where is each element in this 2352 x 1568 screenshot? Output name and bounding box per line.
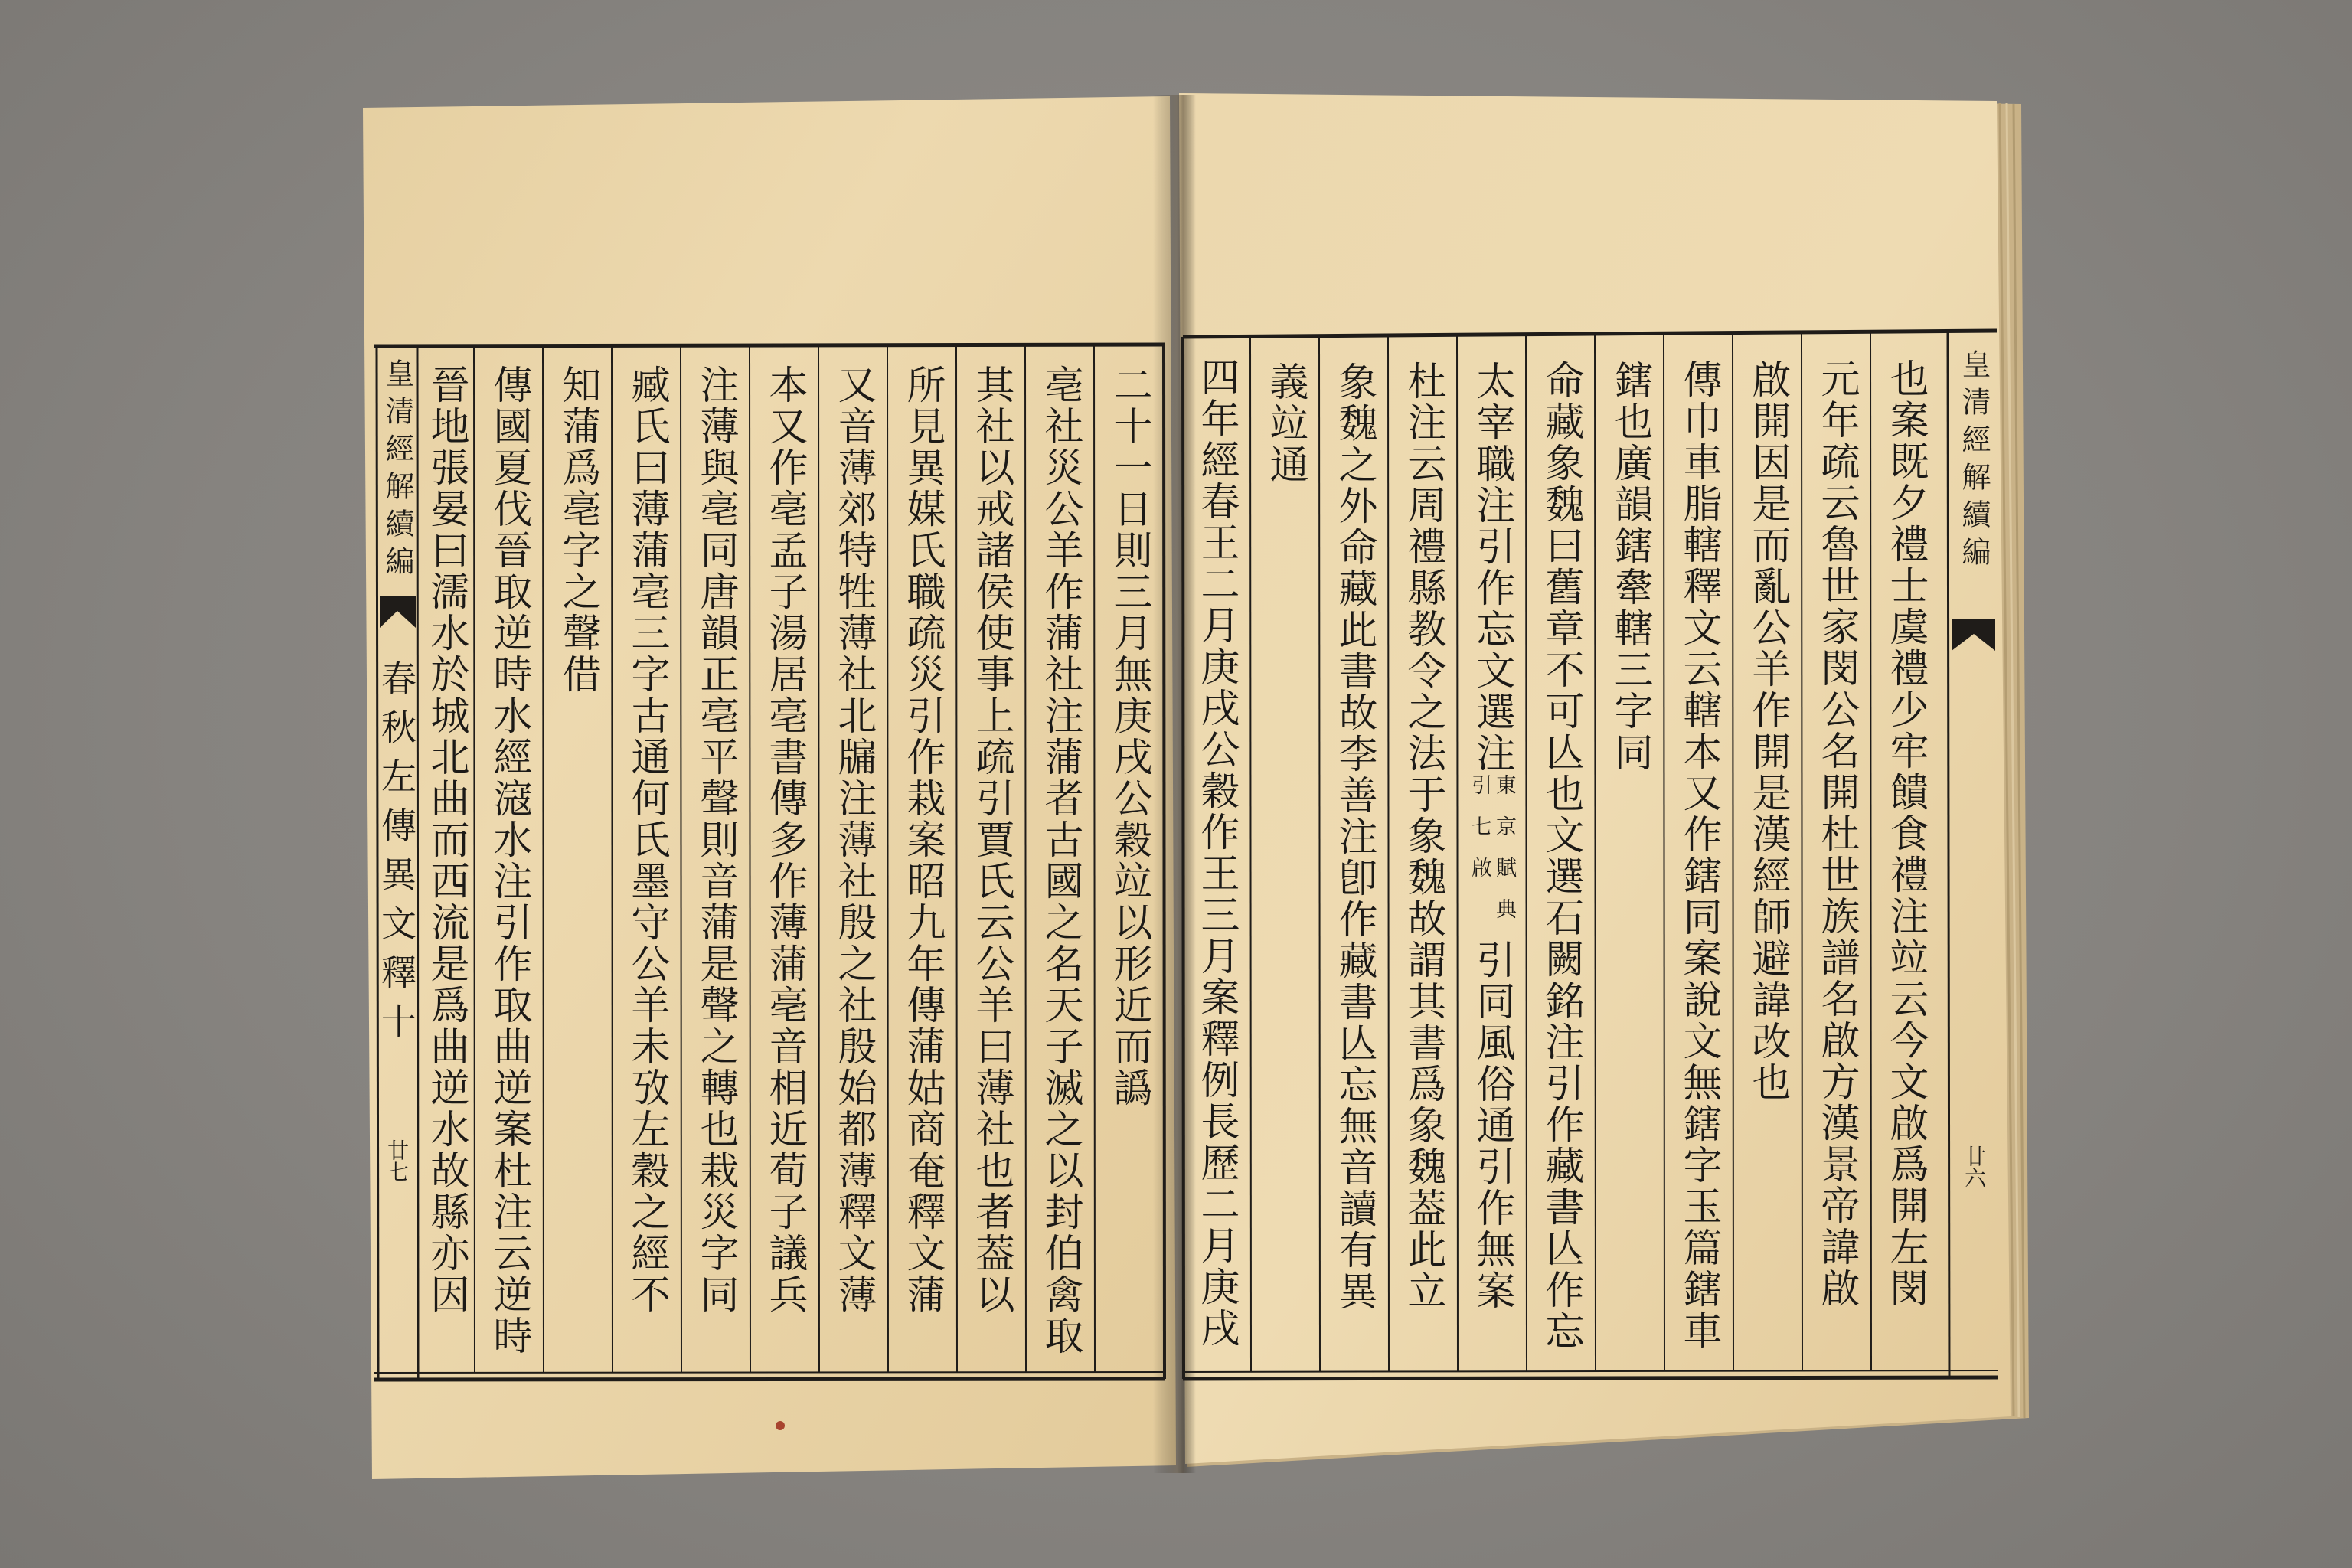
right-page-column-09: 象魏之外命藏此書故李善注卽作藏書亾忘無音讀有異 (1331, 361, 1377, 1312)
left-page-column-11: 晉地張晏曰濡水於城北曲而西流是爲曲逆水故縣亦因 (423, 364, 469, 1315)
left-fold-series-title: 皇清經解續編 (381, 358, 414, 583)
right-page-column-05: 鎋也廣韻鎋舝轄三字同 (1607, 360, 1652, 773)
right-page-column-11: 四年經春王二月庚戌公穀作王三月案釋例長歷二月庚戌 (1194, 357, 1239, 1349)
annotation-right-line: 東京賦典 (1492, 774, 1516, 939)
right-page-column-04: 傳巾車脂轄釋文云轄本又作鎋同案說文無鎋字玉篇鎋車 (1676, 359, 1721, 1351)
left-page-column-07: 注薄與亳同唐韻正亳平聲則音蒲是聲之轉也栽災字同 (693, 364, 738, 1315)
right-page-column-07 (1468, 361, 1514, 1312)
left-page-column-04: 所見異媒氏職疏災引作栽案昭九年傳蒲姑商奄釋文蒲 (900, 364, 945, 1315)
column-main-text: 太宰職注引作忘文選注 (1469, 361, 1514, 774)
right-page-column-03: 啟開因是而亂公羊作開是漢經師避諱改也 (1745, 359, 1790, 1103)
right-page-column-02: 元年疏云魯世家閔公名開杜世族譜名啟方漢景帝諱啟 (1814, 358, 1859, 1309)
left-fold-section-title: 春秋左傳異文釋十 (376, 660, 417, 1052)
right-page-column-10: 義竝通 (1263, 361, 1308, 485)
left-page-column-01: 二十一日則三月無庚戌公穀竝以形近而譌 (1106, 364, 1152, 1109)
left-page-column-10: 傳國夏伐晉取逆時水經滱水注引作取曲逆案杜注云逆時 (486, 364, 531, 1357)
left-page-column-09: 知蒲爲亳字之聲借 (555, 364, 600, 695)
left-fold-leaf-number: 廿七 (384, 1139, 410, 1182)
right-page-column-01: 也案既夕禮士虞禮少牢饋食禮注竝云今文啟爲開左閔 (1883, 358, 1928, 1309)
right-page-column-08: 杜注云周禮縣教令之法于象魏故謂其書爲象魏葢此立 (1400, 361, 1446, 1312)
right-fold-leaf-number: 廿六 (1962, 1145, 1987, 1188)
left-page-column-06: 本又作亳孟子湯居亳書傳多作薄蒲亳音相近荀子議兵 (762, 364, 807, 1315)
spine-shadow (1153, 95, 1196, 1473)
ink-spot (776, 1421, 785, 1430)
double-line-annotation (1468, 774, 1514, 939)
annotation-left-line: 引七啟 (1468, 774, 1491, 898)
right-fold-series-title: 皇清經解續編 (1957, 349, 1991, 574)
left-page-column-03: 其社以戒諸侯使事上疏引賈氏云公羊曰薄社也者葢以 (969, 364, 1014, 1315)
right-page-column-06: 命藏象魏曰舊章不可亾也文選石闕銘注引作藏書亾作忘 (1538, 360, 1583, 1352)
left-page-column-05: 又音薄郊特牲薄社北牖注薄社殷之社殷始都薄釋文薄 (831, 364, 876, 1315)
left-page-column-08: 臧氏曰薄蒲亳三字古通何氏墨守公羊未攷左穀之經不 (624, 364, 669, 1315)
left-page-column-02: 亳社災公羊作蒲社注蒲者古國之名天子滅之以封伯禽取 (1037, 364, 1083, 1357)
column-main-text: 引同風俗通引作無案 (1469, 939, 1514, 1312)
